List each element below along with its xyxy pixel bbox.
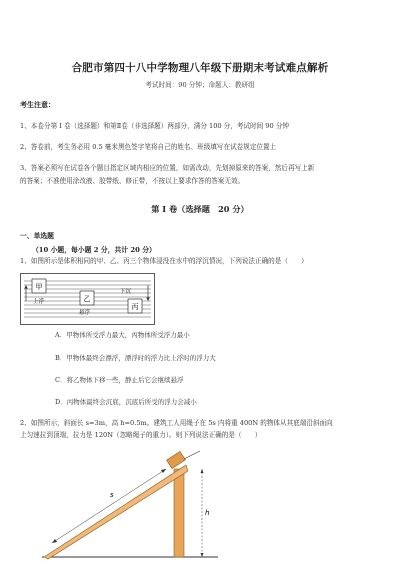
label-s: s	[110, 491, 114, 499]
part-heading: 一、单选题	[20, 232, 54, 240]
support-post	[174, 469, 184, 557]
notice-item-3-line-2: 的答案；不准使用涂改液、胶带纸、修正带，不按以上要求作答的答案无效。	[20, 177, 245, 185]
page-title: 合肥市第四十八中学物理八年级下册期末考试难点解析	[71, 62, 329, 74]
length-dimension	[52, 469, 166, 543]
question-1-option-b: B．甲物体最终会漂浮，漂浮时的浮力比上浮时的浮力大	[55, 354, 216, 362]
label-h: h	[205, 509, 210, 517]
question-1-figure	[20, 273, 155, 325]
question-1-stem: 1、如图所示是体积相同的甲、乙、丙三个物体浸没在水中的浮沉情况，下列说法正确的是（ ）	[20, 257, 308, 265]
pull-rope	[184, 451, 200, 459]
question-1-option-d: D．丙物体最终会沉底，沉底后所受的浮力会减小	[55, 398, 197, 406]
question-1-option-a: A．甲物体所受浮力最大，丙物体所受浮力最小	[55, 331, 190, 339]
question-2-stem-line-2: 上匀速拉到顶端，拉力是 120N（忽略绳子的重力）。则下列说法正确的是（ ）	[20, 431, 262, 439]
label-jia: 甲	[35, 283, 43, 291]
label-yi: 乙	[83, 295, 91, 303]
section-title: 第 I 卷（选择题 20 分）	[151, 204, 249, 214]
question-2-stem-line-1: 2、如图所示，斜面长 s=3m，高 h=0.5m。建筑工人用绳子在 5s 内将重 400N 的物体从其底端沿斜面向	[20, 419, 333, 427]
question-2-figure	[40, 445, 220, 563]
notice-heading: 考生注意：	[20, 100, 55, 109]
notice-item-3-line-1: 3、答案必须写在试卷各个题目指定区域内相应的位置，如需改动，先划掉原来的答案，然后再写上新	[20, 164, 315, 172]
label-bing: 丙	[131, 303, 139, 311]
part-subheading: （10 小题，每小题 2 分，共计 20 分）	[32, 246, 156, 254]
cargo-block	[167, 451, 186, 468]
label-yi-direction: 悬浮	[79, 310, 91, 316]
label-bing-direction: 下沉	[120, 289, 132, 295]
incline-plank	[44, 465, 188, 559]
notice-item-1: 1、本卷分第 I 卷（选择题）和第Ⅱ卷（非选择题）两部分，满分 100 分，考试时间 90 分钟	[20, 122, 290, 130]
notice-item-2: 2、答卷前，考生务必用 0.5 毫米黑色签字笔将自己的姓名、班级填写在试卷规定位置上	[20, 143, 277, 151]
question-1-option-c: C．将乙物体下移一些，静止后它会继续悬浮	[55, 376, 184, 384]
label-jia-direction: 上浮	[33, 299, 45, 305]
exam-info: 考试时间：90 分钟；命题人：教研组	[145, 81, 255, 89]
